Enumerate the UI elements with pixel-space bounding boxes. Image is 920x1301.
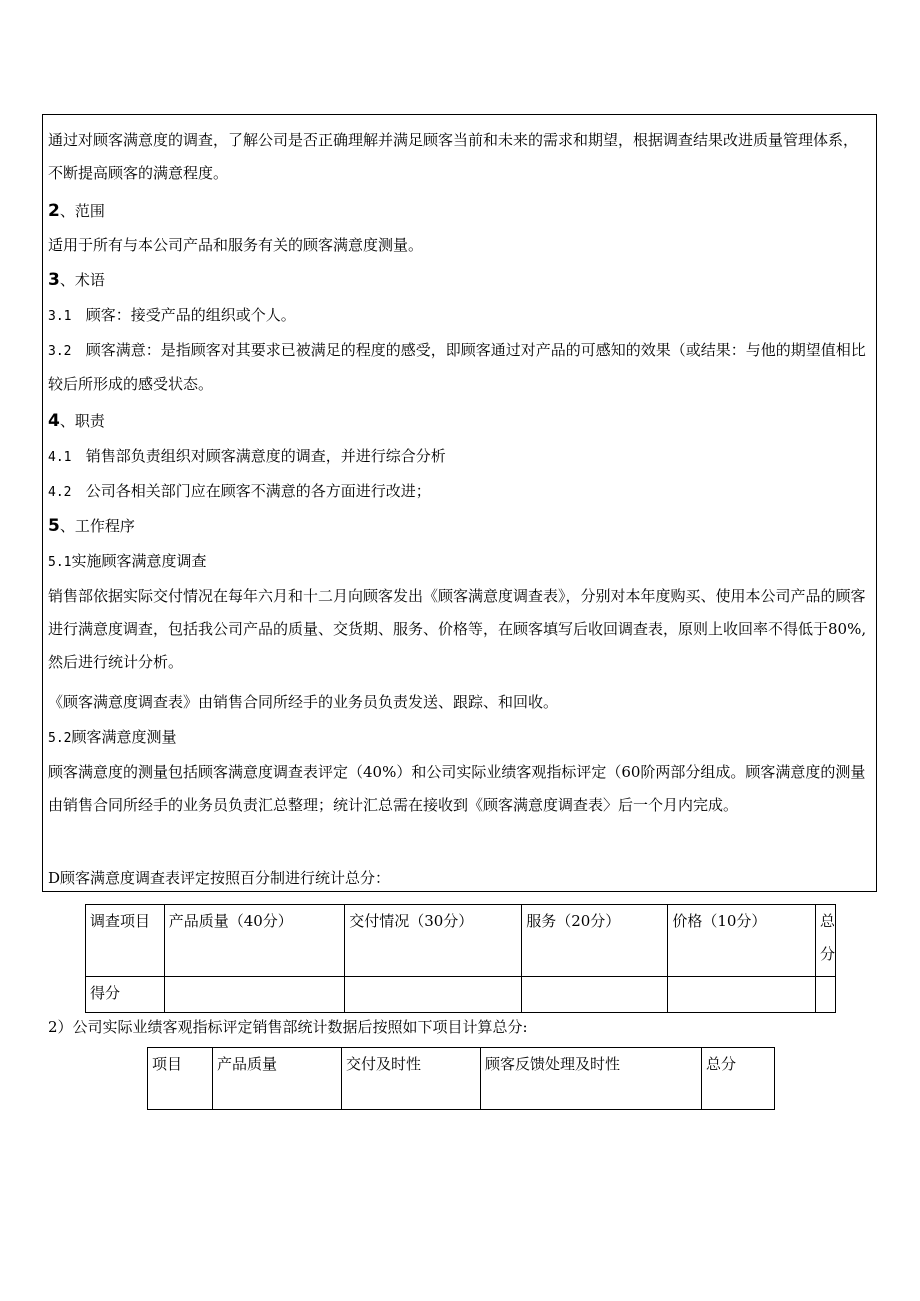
survey-score-table [85,904,836,1013]
purpose-paragraph: 通过对顾客满意度的调查，了解公司是否正确理解并满足顾客当前和未来的需求和期望，根据调查结果改进质量管理体系，不断提高顾客的满意程度。 [48,131,859,182]
section-4-title: 、职责 [59,412,105,430]
table-row [148,1048,775,1110]
section-3-title: 、术语 [59,271,105,289]
duty-4-1-text: 销售部负责组织对顾客满意度的调查，并进行综合分析 [85,447,446,465]
section-2-number: 2 [48,201,60,221]
table-row [86,977,836,1013]
table-header-cell: 交付及时性 [342,1048,481,1110]
table-header-cell: 项目 [148,1048,213,1110]
section-5-number: 5 [48,516,60,536]
term-3-1-text: 顾客：接受产品的组织或个人。 [85,306,296,324]
table-header-cell: 产品质量（40分） [164,905,345,977]
table-cell [522,977,668,1013]
term-3-2-number: 3.2 [48,344,72,359]
subsection-5-1-title: 实施顾客满意度调查 [71,552,207,570]
subsection-5-1-number: 5.1 [48,555,72,570]
table-cell [815,977,835,1013]
subsection-5-2-number: 5.2 [48,731,72,746]
survey-distribution-text: 《顾客满意度调查表》由销售合同所经手的业务员负责发送、跟踪、和回收。 [48,693,559,711]
survey-scoring-note: D顾客满意度调查表评定按照百分制进行统计总分： [48,869,391,887]
section-4-heading [48,405,105,438]
objective-scoring-note: 2）公司实际业绩客观指标评定销售部统计数据后按照如下项目计算总分: [48,1018,528,1036]
duty-4-1 [48,440,446,474]
table-cell [164,977,345,1013]
duty-4-2-text: 公司各相关部门应在顾客不满意的各方面进行改进； [85,482,431,500]
section-3-number: 3 [48,270,60,290]
subsection-5-2-title: 顾客满意度测量 [71,728,177,746]
term-3-1-number: 3.1 [48,309,72,324]
duty-4-2-number: 4.2 [48,485,72,500]
section-5-heading [48,510,135,543]
duty-4-1-number: 4.1 [48,450,72,465]
table-header-cell: 总分 [702,1048,775,1110]
subsection-5-1-heading [48,545,207,579]
term-3-2-text: 顾客满意：是指顾客对其要求已被满足的程度的感受，即顾客通过对产品的可感知的效果（或结果：与他的期望值相比较后所形成的感受状态。 [48,341,866,393]
table-header-cell: 价格（10分） [668,905,816,977]
section-4-number: 4 [48,411,60,431]
measurement-paragraph: 顾客满意度的测量包括顾客满意度调查表评定（40%）和公司实际业绩客观指标评定（60阶两部分组成。顾客满意度的测量由销售合同所经手的业务员负责汇总整理；统计汇总需在接收到《顾客满意度调查表〉后一个月内完成。 [48,763,866,814]
table-header-cell: 总分 [815,905,835,977]
term-3-1 [48,299,296,333]
table-header-cell: 调查项目 [86,905,165,977]
section-2-heading [48,195,105,228]
table-header-cell: 产品质量 [213,1048,342,1110]
table-header-cell: 服务（20分） [522,905,668,977]
subsection-5-2-heading [48,721,177,755]
table-row [86,905,836,977]
table-header-cell: 顾客反馈处理及时性 [481,1048,702,1110]
duty-4-2 [48,475,431,509]
table-cell [668,977,816,1013]
table-cell [345,977,522,1013]
table-row-label: 得分 [86,977,165,1013]
survey-paragraph: 销售部依据实际交付情况在每年六月和十二月向顾客发出《顾客满意度调查表》，分别对本年度购买、使用本公司产品的顾客进行满意度调查，包括我公司产品的质量、交货期、服务、价格等，在顾客填写后收回调查表，原则上收回率不得低于80%,然后进行统计分析。 [48,587,867,671]
scope-text: 适用于所有与本公司产品和服务有关的顾客满意度测量。 [48,236,424,254]
section-3-heading [48,264,105,297]
section-5-title: 、工作程序 [59,517,135,535]
term-3-2 [48,334,872,401]
objective-score-table [147,1047,775,1110]
table-header-cell: 交付情况（30分） [345,905,522,977]
section-2-title: 、范围 [59,202,105,220]
